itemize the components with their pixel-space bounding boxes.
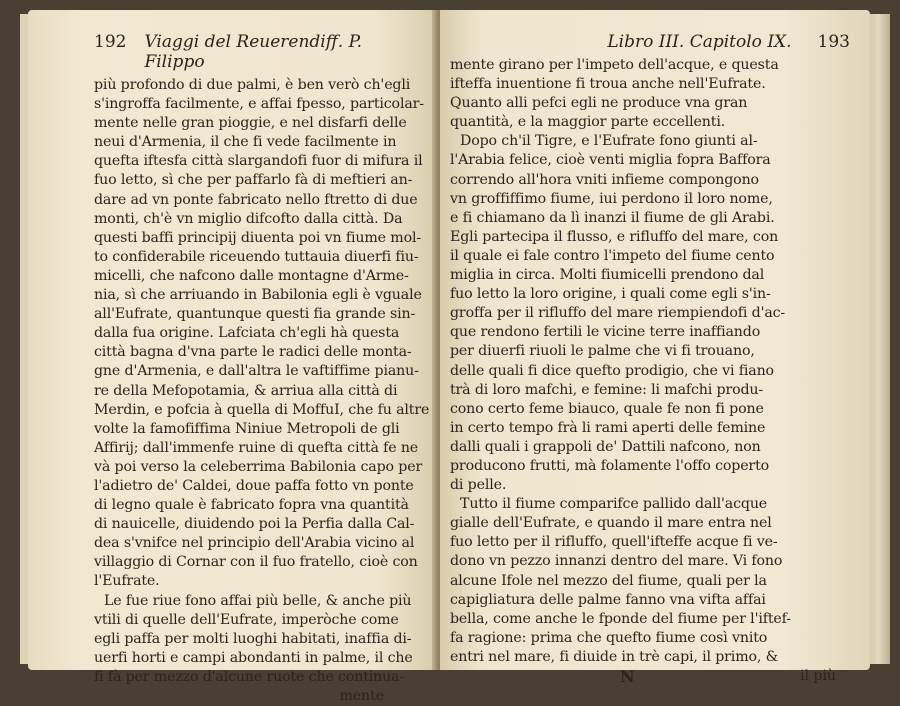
right-catchword: il più	[800, 668, 836, 684]
text-line: monti, ch'è vn miglio difcofto dalla città. Da	[94, 210, 403, 227]
right-running-head	[450, 32, 850, 52]
text-line: per diuerfi riuoli le palme che vi fi trouano,	[450, 343, 755, 360]
text-line: di nauicelle, diuidendo poi la Perfia dalla Cal-	[94, 516, 415, 533]
text-line: fuo letto per il rifluffo, quell'ifteffe acque fi ve-	[450, 534, 778, 551]
right-page	[440, 10, 870, 686]
text-line: to confiderabile riceuendo tuttauia diuerfi fiu-	[94, 248, 419, 265]
text-line: ifteffa inuentione fi troua anche nell'Eufrate.	[450, 76, 766, 93]
text-line: in certo tempo frà li rami aperti delle femine	[450, 419, 766, 436]
text-line: dea s'vnifce nel principio dell'Arabia vicino al	[94, 535, 415, 552]
text-line: producono frutti, mà folamente l'offo coperto	[450, 457, 770, 474]
text-line: mente girano per l'impeto dell'acque, e questa	[450, 57, 779, 73]
text-line: Tutto il fiume comparifce pallido dall'acque	[460, 496, 768, 513]
text-line: gne d'Armenia, e dall'altra le vaftiffime pianu-	[94, 363, 419, 380]
text-line: và poi verso la celeberrima Babilonia capo per	[94, 458, 423, 475]
right-head-title: Libro III. Capitolo IX.	[607, 32, 792, 52]
text-line: dalli quali i grappoli de' Dattili nafcono, non	[450, 438, 761, 455]
text-line: bella, come anche le fponde del fiume per l'iftef-	[450, 610, 791, 627]
text-line: fuo letto, sì che per paffarlo fà di meftieri an-	[94, 172, 413, 189]
text-line: dono vn pezzo innanzi dentro del mare. Vi fono	[450, 553, 783, 570]
text-line: entri nel mare, fi diuide in trè capi, il primo, &	[450, 648, 779, 665]
text-line: il quale ei fale contro l'impeto del fiume cento	[450, 247, 775, 264]
right-body-text-2	[450, 132, 850, 495]
text-line: dare ad vn ponte fabricato nello ftretto di due	[94, 191, 418, 208]
text-line: correndo all'hora vniti infieme compongono	[450, 171, 759, 188]
text-line: fa ragione: prima che quefto fiume così vnito	[450, 629, 768, 646]
text-line: uerfi horti e campi abondanti in palme, il che	[94, 649, 413, 666]
text-line: neui d'Armenia, il che fi vede facilmente in	[94, 134, 397, 151]
left-catchword: mente	[339, 688, 384, 704]
text-line: quefta iftesfa città slargandofi fuor di mifura il	[94, 153, 423, 170]
left-page-number: 192	[94, 32, 127, 52]
text-line: quantità, e la maggior parte eccellenti.	[450, 114, 726, 131]
signature-mark: N	[620, 667, 635, 686]
text-line: Affirij; dall'immenfe ruine di quefta città fe ne	[94, 439, 419, 456]
right-body-text	[450, 56, 850, 132]
text-line: capigliatura delle palme fanno vna vifta affai	[450, 591, 766, 608]
text-line: Merdin, e pofcia à quella di MoffuI, che fu altre	[94, 401, 430, 418]
text-line: nia, sì che arriuando in Babilonia egli è vguale	[94, 287, 422, 304]
text-line: vn groffiffimo fiume, iui perdono il loro nome,	[450, 190, 773, 207]
text-line: più profondo di due palmi, è ben verò ch'egli	[94, 77, 411, 93]
text-line: questi baffi principij diuenta poi vn fiume mol-	[94, 229, 421, 246]
text-line: mente nelle gran pioggie, e nel disfarfi delle	[94, 115, 407, 132]
text-line: egli paffa per molti luoghi habitati, inaffia di-	[94, 630, 412, 647]
text-line: alcune Ifole nel mezzo del fiume, quali per la	[450, 572, 767, 589]
text-line: vtili di quelle dell'Eufrate, imperòche come	[94, 611, 399, 628]
text-line: s'ingroffa facilmente, e affai fpesso, particolar-	[94, 96, 424, 113]
right-body-text-3	[450, 495, 850, 667]
text-line: micelli, che nafcono dalle montagne d'Arme-	[94, 267, 409, 284]
left-head-title: Viaggi del Reuerendiff. P. Filippo	[144, 32, 362, 72]
text-line: delle quali fi dice quefto prodigio, che vi fiano	[450, 362, 774, 379]
text-line: re della Mefopotamia, & arriua alla città di	[94, 382, 398, 399]
text-line: dalla fua origine. Lafciata ch'egli hà questa	[94, 325, 400, 342]
text-line: all'Eufrate, quantunque questi fia grande sin-	[94, 306, 416, 323]
left-running-head	[94, 32, 424, 72]
text-line: villaggio di Cornar con il fuo fratello, cioè con	[94, 554, 418, 571]
left-body-text	[94, 76, 430, 592]
text-line: trà di loro mafchi, e femine: li mafchi produ-	[450, 381, 764, 398]
text-line: miglia in circa. Molti fiumicelli prendono dal	[450, 267, 765, 284]
text-line: città bagna d'vna parte le radici delle monta-	[94, 344, 412, 361]
text-line: cono certo feme biauco, quale fe non fi pone	[450, 400, 764, 417]
text-line: Dopo ch'il Tigre, e l'Eufrate fono giunti al-	[460, 133, 758, 150]
text-line: e fi chiamano da lì inanzi il fiume de gli Arabi.	[450, 209, 775, 226]
text-line: Egli partecipa il flusso, e rifluffo del mare, con	[450, 228, 779, 245]
text-line: que rendono fertili le vicine terre inaffiando	[450, 324, 761, 341]
text-line: Le fue riue fono affai più belle, & anche più	[104, 592, 412, 609]
text-line: l'Arabia felice, cioè venti miglia fopra Baffora	[450, 152, 771, 169]
text-line: l'Eufrate.	[94, 573, 160, 590]
text-line: Quanto alli pefci egli ne produce vna gran	[450, 95, 748, 112]
text-line: fi fà per mezzo d'alcune ruote che continua-	[94, 668, 405, 685]
left-page	[28, 10, 438, 704]
text-line: gialle dell'Eufrate, e quando il mare entra nel	[450, 515, 772, 532]
right-footer	[450, 667, 850, 686]
text-line: volte la famofiffima Niniue Metropoli de gli	[94, 420, 400, 437]
text-line: di legno quale è fabricato fopra vna quantità	[94, 497, 409, 514]
text-line: fuo letto la loro origine, i quali come egli s'in-	[450, 286, 771, 303]
right-page-number: 193	[817, 32, 850, 52]
left-body-text-2	[94, 592, 424, 687]
text-line: l'adietro de' Caldei, doue paffa fotto vn ponte	[94, 477, 414, 494]
text-line: di pelle.	[450, 477, 507, 494]
text-line: groffa per il rifluffo del mare riempiendofi d'ac-	[450, 305, 786, 322]
